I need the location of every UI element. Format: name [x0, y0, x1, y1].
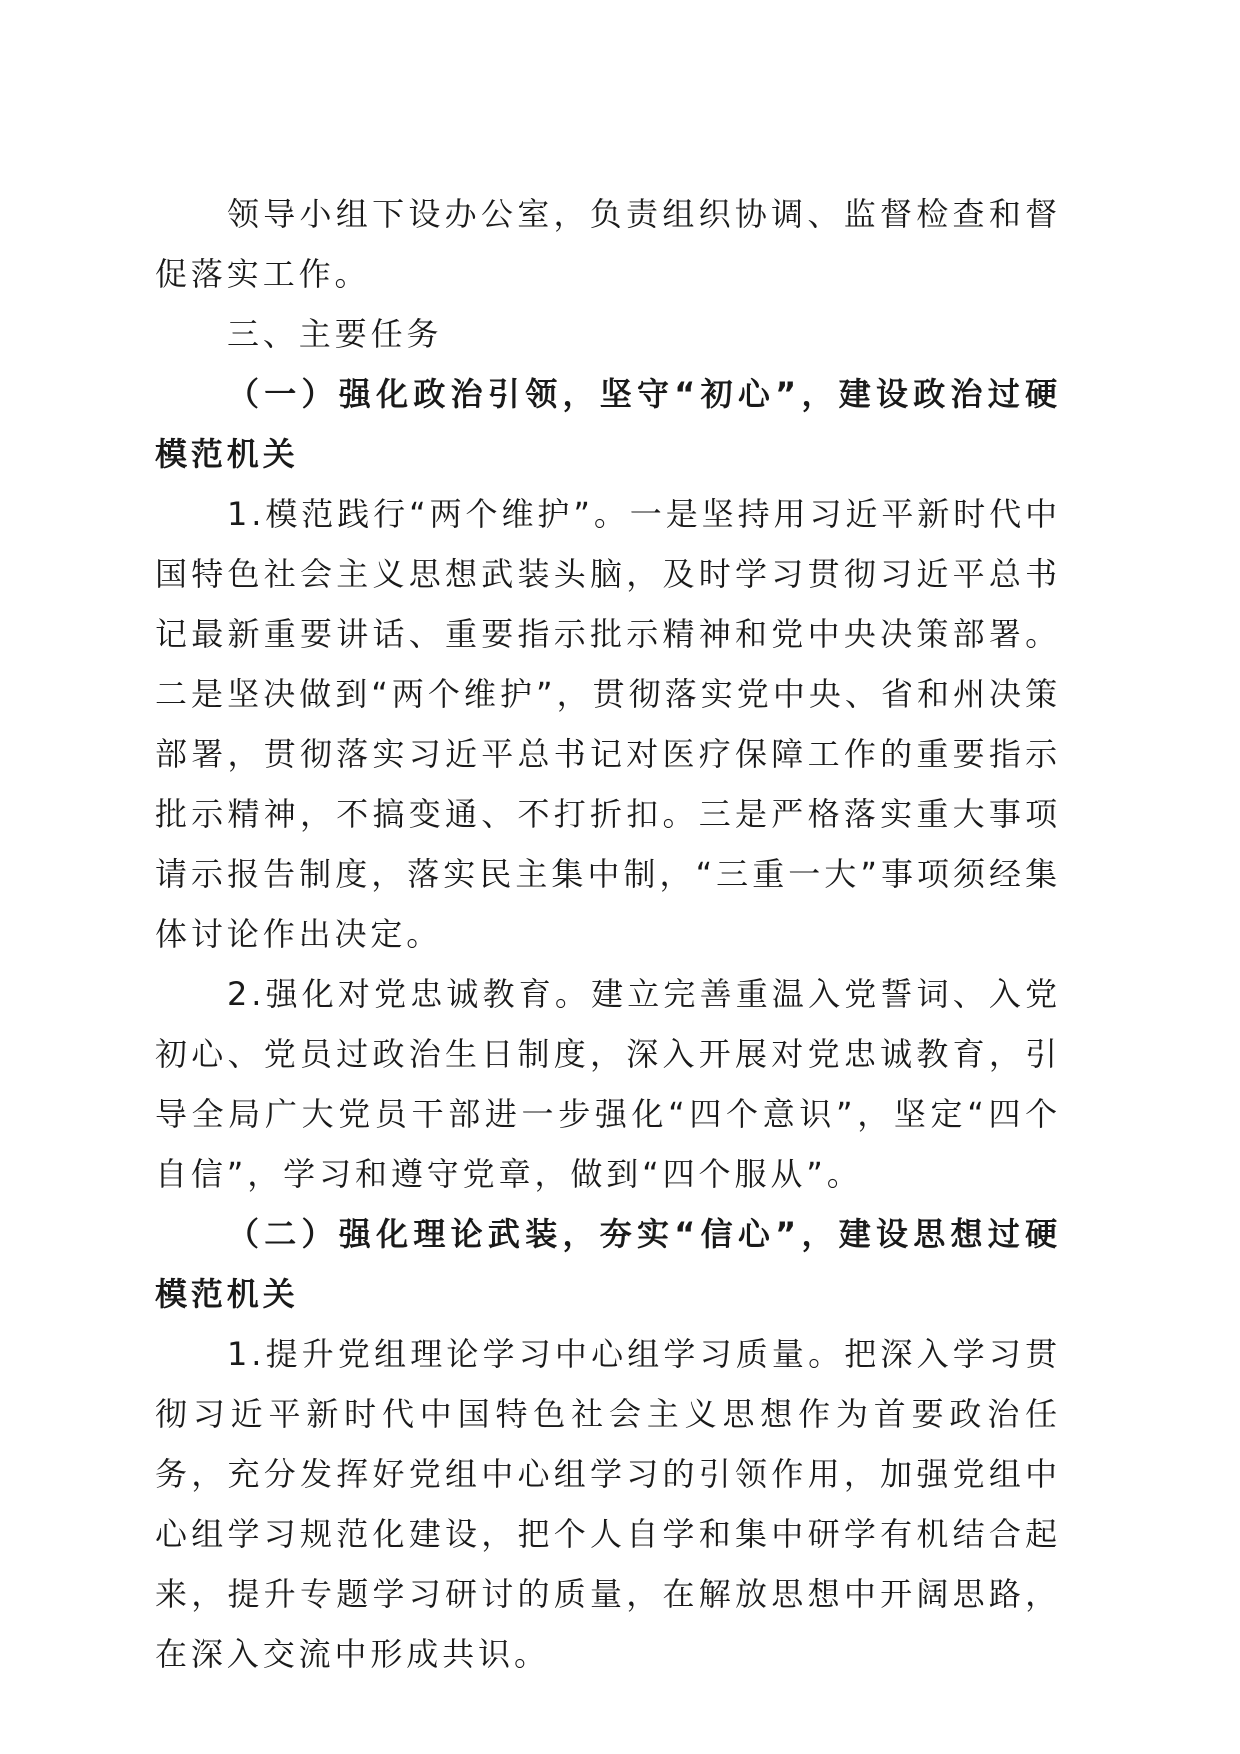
- intro-paragraph: 领导小组下设办公室，负责组织协调、监督检查和督促落实工作。: [155, 195, 1061, 293]
- subsection-1-item-1: 1.模范践行“两个维护”。一是坚持用习近平新时代中国特色社会主义思想武装头脑，及时学习贯彻习近平总书记最新重要讲话、重要指示批示精神和党中央决策部署。二是坚决做到“两个维护”，贯彻落实党中央、省和州决策部署，贯彻落实习近平总书记对医疗保障工作的重要指示批示精神，不搞变通、不打折扣。三是严格落实重大事项请示报告制度，落实民主集中制，“三重一大”事项须经集体讨论作出决定。: [155, 495, 1061, 953]
- section-heading: 三、主要任务: [227, 315, 443, 353]
- subsection-1-item-2: 2.强化对党忠诚教育。建立完善重温入党誓词、入党初心、党员过政治生日制度，深入开展对党忠诚教育，引导全局广大党员干部进一步强化“四个意识”，坚定“四个自信”，学习和遵守党章，做到“四个服从”。: [155, 975, 1061, 1193]
- subsection-1-title: （一）强化政治引领，坚守“初心”，建设政治过硬模范机关: [155, 375, 1061, 473]
- subsection-2-title: （二）强化理论武装，夯实“信心”，建设思想过硬模范机关: [155, 1215, 1061, 1313]
- document-body: [155, 184, 1061, 1684]
- subsection-2-item-1: 1.提升党组理论学习中心组学习质量。把深入学习贯彻习近平新时代中国特色社会主义思想作为首要政治任务，充分发挥好党组中心组学习的引领作用，加强党组中心组学习规范化建设，把个人自学和集中研学有机结合起来，提升专题学习研讨的质量，在解放思想中开阔思路，在深入交流中形成共识。: [155, 1335, 1061, 1673]
